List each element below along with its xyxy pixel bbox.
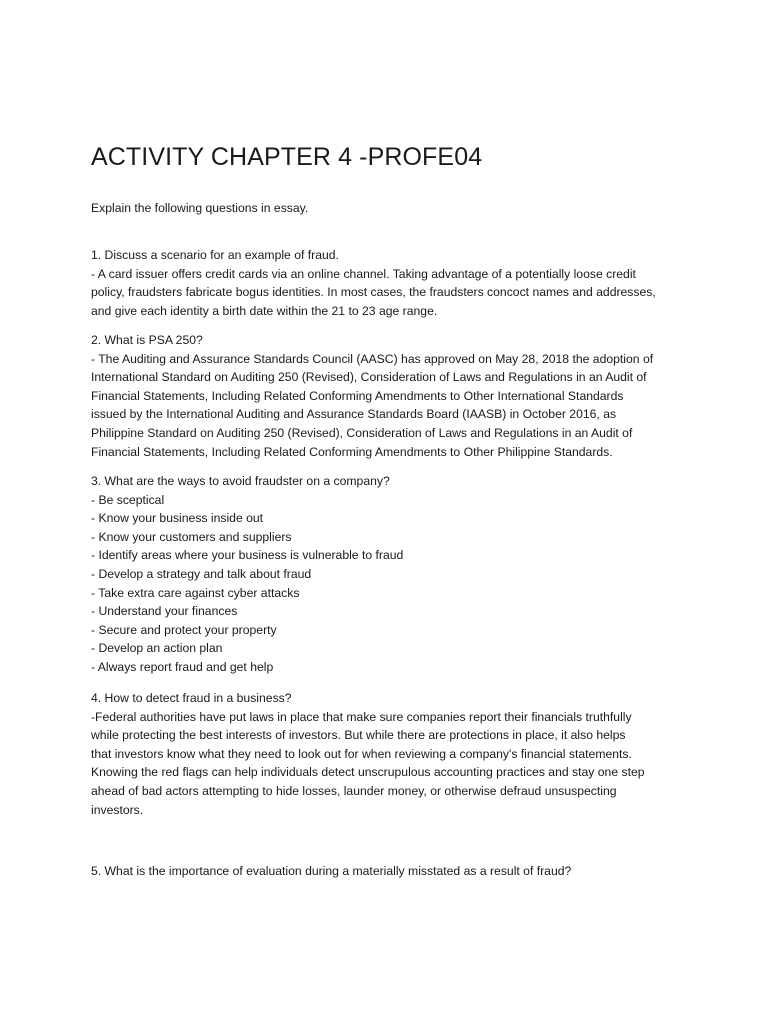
list-item: - Identify areas where your business is vulnerable to fraud — [91, 548, 404, 563]
answer-4-line: investors. — [91, 802, 144, 817]
instruction-line: Explain the following questions in essay. — [91, 201, 309, 215]
answer-4-line: ahead of bad actors attempting to hide losses, launder money, or otherwise defraud unsuspecting — [91, 783, 617, 798]
question-4-text: 4. How to detect fraud in a business? — [91, 691, 292, 705]
question-2-text: 2. What is PSA 250? — [91, 333, 203, 347]
list-item: - Develop a strategy and talk about fraud — [91, 566, 312, 581]
list-item: - Know your customers and suppliers — [91, 529, 292, 544]
question-5-text: 5. What is the importance of evaluation during a materially misstated as a result of fraud? — [91, 864, 572, 878]
answer-4-line: Knowing the red flags can help individuals detect unscrupulous accounting practices and stay one step — [91, 765, 645, 780]
answer-1-line: - A card issuer offers credit cards via an online channel. Taking advantage of a potentially loose credit — [91, 266, 636, 281]
question-1-section — [91, 246, 691, 320]
list-item: - Develop an action plan — [91, 641, 223, 656]
list-item: - Take extra care against cyber attacks — [91, 585, 300, 600]
question-2-section — [91, 331, 691, 461]
answer-2-line: Philippine Standard on Auditing 250 (Revised), Consideration of Laws and Regulations in an Audit of — [91, 425, 633, 440]
list-item: - Secure and protect your property — [91, 622, 277, 637]
answer-2-line: Financial Statements, Including Related Conforming Amendments to Other Philippine Standards. — [91, 444, 613, 459]
answer-1-line: and give each identity a birth date within the 21 to 23 age range. — [91, 303, 438, 318]
list-item: - Understand your finances — [91, 604, 238, 619]
question-3-text: 3. What are the ways to avoid fraudster on a company? — [91, 474, 390, 488]
question-1-text: 1. Discuss a scenario for an example of fraud. — [91, 248, 339, 262]
answer-1-line: policy, fraudsters fabricate bogus identities. In most cases, the fraudsters concoct names and addresses, — [91, 285, 656, 300]
answer-4-line: that investors know what they need to look out for when reviewing a company's financial statements. — [91, 746, 632, 761]
answer-2-line: issued by the International Auditing and Assurance Standards Board (IAASB) in October 2016, as — [91, 407, 617, 422]
instruction-text — [91, 199, 691, 218]
question-5-section — [91, 862, 691, 881]
answer-2-line: Financial Statements, Including Related Conforming Amendments to Other International Standards — [91, 388, 624, 403]
answer-2-line: International Standard on Auditing 250 (Revised), Consideration of Laws and Regulations in an Audit of — [91, 370, 647, 385]
answer-2-line: - The Auditing and Assurance Standards Council (AASC) has approved on May 28, 2018 the adoption of — [91, 351, 654, 366]
answer-4-line: while protecting the best interests of investors. But while there are protections in place, it also helps — [91, 728, 626, 743]
document-title: ACTIVITY CHAPTER 4 -PROFE04 — [91, 143, 483, 171]
question-3-section — [91, 472, 691, 677]
list-item: - Be sceptical — [91, 492, 165, 507]
list-item: - Always report fraud and get help — [91, 659, 274, 674]
answer-4-line: -Federal authorities have put laws in place that make sure companies report their financials truthfully — [91, 709, 632, 724]
list-item: - Know your business inside out — [91, 511, 264, 526]
question-4-section — [91, 689, 691, 819]
